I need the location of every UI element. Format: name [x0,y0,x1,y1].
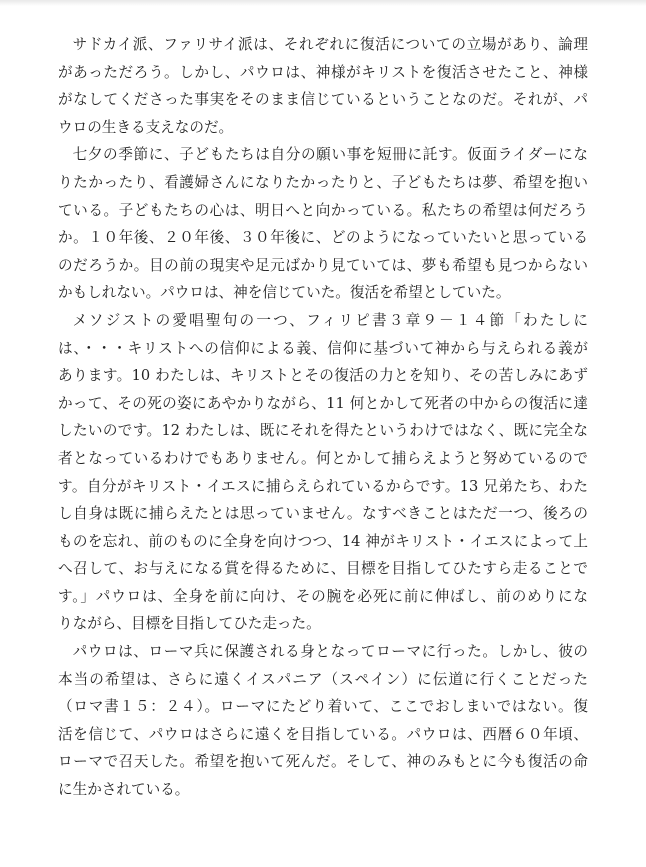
text-line: りたかったり、看護婦さんになりたかったりと、子どもたちは夢、希望を抱い [58,173,588,191]
text-line: か。１０年後、２０年後、３０年後に、どのようになっていたいと思っている [58,229,588,247]
text-line: かって、その死の姿にあやかりながら、11 何とかして死者の中からの復活に達 [58,394,588,412]
text-line: があっただろう。しかし、パウロは、神様がキリストを復活させたこと、神様 [58,63,588,81]
paragraph-2 [58,141,588,307]
text-line: のだろうか。目の前の現実や足元ばかり見ていては、夢も希望も見つからない [58,256,588,274]
text-line: に生かされている。 [58,781,190,799]
text-line: メソジストの愛唱聖句の一つ、フィリピ書３章９－１４節「わたしに [72,311,588,329]
paragraph-1 [58,31,588,141]
paragraph-3 [58,307,588,638]
text-line: りながら、目標を目指してひた走った。 [58,615,321,633]
text-line: へ召して、お与えになる賞を得るために、目標を目指してひたすら走ることで [58,560,588,578]
document-body [58,31,588,804]
text-line: し自身は既に捕らえたとは思っていません。なすべきことはただ一つ、後ろの [58,505,588,523]
text-line: 本当の希望は、さらに遠くイスパニア（スペイン）に伝道に行くことだった [58,670,588,688]
text-line: したいのです。12 わたしは、既にそれを得たというわけではなく、既に完全な [58,422,588,440]
text-line: ウロの生きる支えなのだ。 [58,118,234,136]
text-line: がなしてくださった事実をそのまま信じているということなのだ。それが、パ [58,91,588,109]
text-line: （ロマ書１５：２４）。ローマにたどり着いて、ここでおしまいではない。復 [58,698,588,716]
text-line: す。」パウロは、全身を前に向け、その腕を必死に前に伸ばし、前のめりにな [58,587,588,605]
text-line: パウロは、ローマ兵に保護される身となってローマに行った。しかし、彼の [72,643,588,661]
text-line: 活を信じて、パウロはさらに遠くを目指している。パウロは、西暦６０年頃、 [58,725,588,743]
page-top-border [0,0,646,6]
text-line: は、・・・キリストへの信仰による義、信仰に基づいて神から与えられる義が [58,339,588,357]
text-line: ローマで召天した。希望を抱いて死んだ。そして、神のみもとに今も復活の命 [58,753,588,771]
text-line: 七夕の季節に、子どもたちは自分の願い事を短冊に託す。仮面ライダーにな [72,146,588,164]
paragraph-4 [58,638,588,804]
text-line: あります。10 わたしは、キリストとその復活の力とを知り、その苦しみにあず [58,367,588,385]
text-line: す。自分がキリスト・イエスに捕らえられているからです。13 兄弟たち、わた [58,477,588,495]
text-line: ものを忘れ、前のものに全身を向けつつ、14 神がキリスト・イエスによって上 [58,532,588,550]
text-line: 者となっているわけでもありません。何とかして捕らえようと努めているので [58,449,588,467]
text-line: かもしれない。パウロは、神を信じていた。復活を希望としていた。 [58,284,511,302]
text-line: サドカイ派、ファリサイ派は、それぞれに復活についての立場があり、論理 [72,36,588,53]
text-line: ている。子どもたちの心は、明日へと向かっている。私たちの希望は何だろう [58,201,588,219]
